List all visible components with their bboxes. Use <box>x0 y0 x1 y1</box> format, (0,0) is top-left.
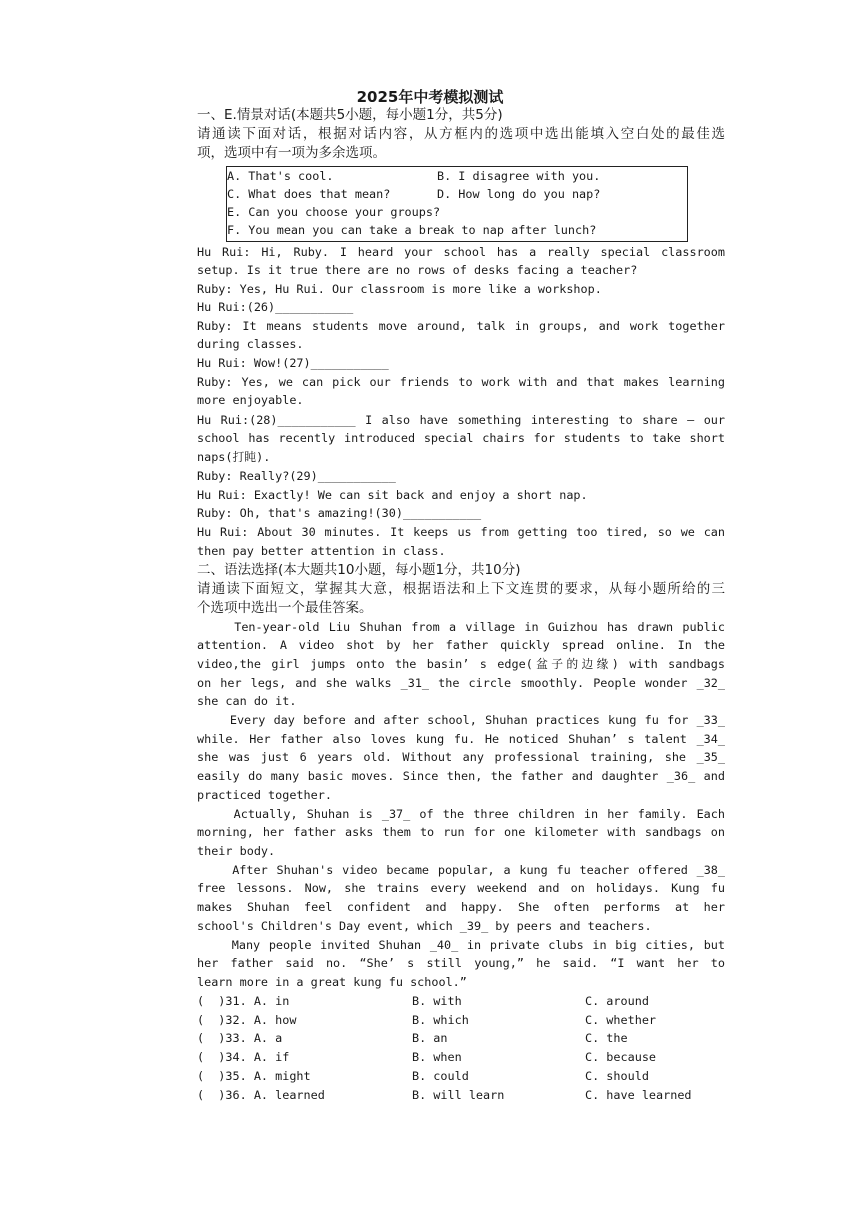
question-option-a: ( )33. A. a <box>197 1031 283 1045</box>
dialogue-line: Ruby: It means students move around, talk in groups, and work together <box>197 319 725 333</box>
passage-line: she can do it. <box>197 694 297 708</box>
section2-heading: 二、语法选择(本大题共10小题，每小题1分，共10分) <box>197 562 521 578</box>
question-option-c: C. have learned <box>585 1088 692 1102</box>
option-a: A. That's cool. <box>227 169 334 183</box>
dialogue-line: Ruby: Oh, that's amazing!(30)___________ <box>197 506 482 520</box>
dialogue-line: Hu Rui: About 30 minutes. It keeps us from getting too tired, so we can <box>197 525 725 539</box>
option-c: C. What does that mean? <box>227 187 391 201</box>
passage-line: learn more in a great kung fu school.” <box>197 975 467 989</box>
section2-instruction-line1: 请通读下面短文，掌握其大意，根据语法和上下文连贯的要求，从每小题所给的三 <box>197 581 725 597</box>
passage-line: morning, her father asks them to run for one kilometer with sandbags on <box>197 825 725 839</box>
passage-line: easily do many basic moves. Since then, the father and daughter _36_ and <box>197 769 725 783</box>
option-e: E. Can you choose your groups? <box>227 205 441 219</box>
passage-line: After Shuhan's video became popular, a kung fu teacher offered _38_ <box>197 863 725 877</box>
section2-instruction-line2: 个选项中选出一个最佳答案。 <box>197 600 373 616</box>
passage-line: Ten-year-old Liu Shuhan from a village in Guizhou has drawn public <box>197 620 725 634</box>
dialogue-line: Hu Rui: Hi, Ruby. I heard your school has a really special classroom <box>197 245 725 259</box>
passage-line: attention. A video shot by her father quickly spread online. In the <box>197 638 725 652</box>
question-option-a: ( )34. A. if <box>197 1050 290 1064</box>
dialogue-line: more enjoyable. <box>197 393 304 407</box>
question-option-c: C. should <box>585 1069 649 1083</box>
passage-line: their body. <box>197 844 276 858</box>
passage-line: Many people invited Shuhan _40_ in private clubs in big cities, but <box>197 938 725 952</box>
section1-instruction-line1: 请通读下面对话，根据对话内容，从方框内的选项中选出能填入空白处的最佳选 <box>197 126 725 142</box>
dialogue-line: Hu Rui:(26)___________ <box>197 300 354 314</box>
dialogue-line: Hu Rui: Wow!(27)___________ <box>197 356 389 370</box>
question-option-a: ( )31. A. in <box>197 994 290 1008</box>
dialogue-line: Hu Rui: Exactly! We can sit back and enjoy a short nap. <box>197 488 588 502</box>
passage-line: while. Her father also loves kung fu. He noticed Shuhan’ s talent _34_ <box>197 732 725 746</box>
passage-line: her father said no. “She’ s still young,” he said. “I want her to <box>197 956 725 970</box>
dialogue-line: school has recently introduced special chairs for students to take short <box>197 431 725 445</box>
passage-line: on her legs, and she walks _31_ the circle smoothly. People wonder _32_ <box>197 676 725 690</box>
passage-line: practiced together. <box>197 788 332 802</box>
question-option-b: B. when <box>412 1050 462 1064</box>
dialogue-line: Ruby: Really?(29)___________ <box>197 469 396 483</box>
dialogue-line: then pay better attention in class. <box>197 544 446 558</box>
passage-line: she was just 6 years old. Without any professional training, she _35_ <box>197 750 725 764</box>
dialogue-line: setup. Is it true there are no rows of desks facing a teacher? <box>197 263 638 277</box>
dialogue-line: Ruby: Yes, Hu Rui. Our classroom is more like a workshop. <box>197 282 602 296</box>
dialogue-line: during classes. <box>197 337 304 351</box>
question-option-a: ( )35. A. might <box>197 1069 311 1083</box>
question-option-b: B. an <box>412 1031 448 1045</box>
passage-line: Actually, Shuhan is _37_ of the three children in her family. Each <box>197 807 725 821</box>
passage-line: video,the girl jumps onto the basin’ s edge(盆子的边缘) with sandbags <box>197 657 725 671</box>
question-option-b: B. which <box>412 1013 469 1027</box>
question-option-a: ( )36. A. learned <box>197 1088 325 1102</box>
dialogue-line: Ruby: Yes, we can pick our friends to work with and that makes learning <box>197 375 725 389</box>
question-option-c: C. around <box>585 994 649 1008</box>
question-option-b: B. could <box>412 1069 469 1083</box>
passage-line: Every day before and after school, Shuhan practices kung fu for _33_ <box>197 713 725 727</box>
question-option-c: C. the <box>585 1031 628 1045</box>
section1-heading: 一、E.情景对话(本题共5小题，每小题1分，共5分) <box>197 107 503 123</box>
question-option-c: C. because <box>585 1050 657 1064</box>
question-option-a: ( )32. A. how <box>197 1013 297 1027</box>
passage-line: free lessons. Now, she trains every weekend and on holidays. Kung fu <box>197 881 725 895</box>
dialogue-line: naps(打盹). <box>197 450 271 464</box>
page-title: 2025年中考模拟测试 <box>356 88 504 106</box>
passage-line: makes Shuhan feel confident and happy. She often performs at her <box>197 900 725 914</box>
options-box <box>226 166 688 242</box>
section1-instruction-line2: 项，选项中有一项为多余选项。 <box>197 145 386 161</box>
question-option-b: B. with <box>412 994 462 1008</box>
passage-line: school's Children's Day event, which _39_ by peers and teachers. <box>197 919 652 933</box>
option-d: D. How long do you nap? <box>437 187 601 201</box>
dialogue-line: Hu Rui:(28)___________ I also have something interesting to share — our <box>197 413 725 427</box>
option-b: B. I disagree with you. <box>437 169 601 183</box>
question-option-b: B. will learn <box>412 1088 505 1102</box>
question-option-c: C. whether <box>585 1013 657 1027</box>
option-f: F. You mean you can take a break to nap after lunch? <box>227 223 597 237</box>
